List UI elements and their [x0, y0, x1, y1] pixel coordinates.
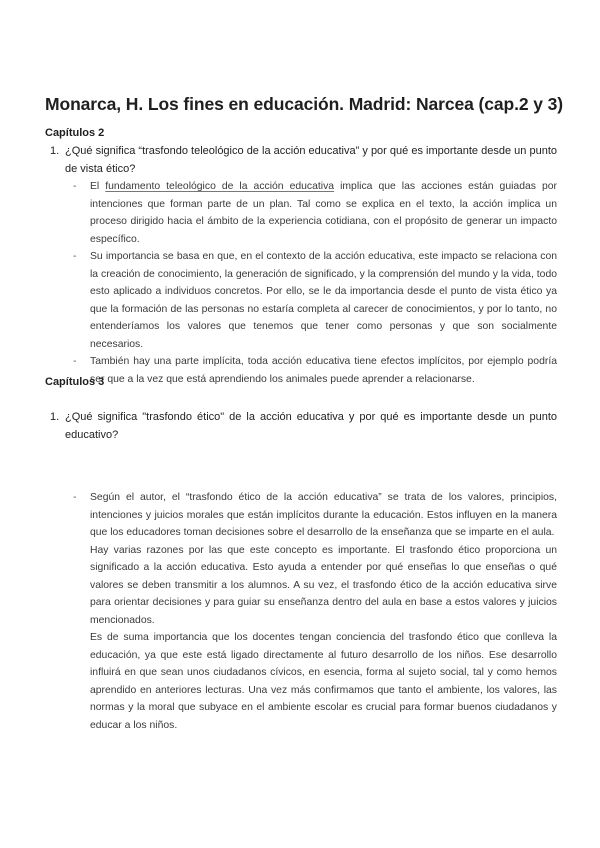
underlined-term-link[interactable]: fundamento teleológico de la acción educativa [105, 181, 335, 192]
list-item [73, 489, 557, 734]
answer-list-section-2 [73, 489, 557, 734]
list-item [73, 353, 557, 388]
paragraph: Es de suma importancia que los docentes tengan conciencia del trasfondo ético que conlleva la educación, ya que este está ligado directamente al futuro desarrollo de los niños. Ese desarrollo influirá en que sean unos ciudadanos cívicos, en esencia, forma al sujeto social, tal y como hemos aprendido en anteriores lecturas. Una vez más confirmamos que tanto el ambiente, los valores, las normas y la moral que subyace en el ambiente escolar es crucial para formar buenos ciudadanos y educar a los niños. [90, 632, 557, 731]
question-number: 1. [50, 145, 60, 157]
answer-list-section-1 [73, 178, 557, 388]
text-before-link: El [90, 181, 106, 192]
dash-bullet: - [73, 356, 77, 367]
list-item-text [90, 178, 557, 248]
question-number: 1. [50, 411, 60, 423]
question-text: ¿Qué significa "trasfondo ético" de la acción educativa y por qué es importante desde un punto educativo? [65, 411, 557, 441]
list-item-text: También hay una parte implícita, toda acción educativa tiene efectos implícitos, por ejemplo podría ser que a la vez que está aprendiendo los animales puede aprender a relacionarse. [90, 356, 557, 385]
question-text: ¿Qué significa “trasfondo teleológico de la acción educativa” y por qué es importante desde un punto de vista ético? [65, 145, 557, 175]
list-item-text: Su importancia se basa en que, en el contexto de la acción educativa, este impacto se relaciona con la creación de conocimiento, la generación de significado, y la comprensión del mundo y la vida, todo esto aplicado a individuos concretos. Por ello, se le da importancia desde el punto de vista ético ya que la formación de las personas no estaría completa al carecer de conocimientos, y por lo tanto, no entenderíamos los valores que tenemos que tener como personas y que son socialmente necesarios. [90, 251, 557, 350]
dash-bullet: - [73, 492, 77, 503]
paragraph: Hay varias razones por las que este concepto es importante. El trasfondo ético proporciona un significado a la acción educativa. Esto ayuda a entender por qué enseñas lo que enseñas o qué valores se deben transmitir a los alumnos. A su vez, el trasfondo ético de la acción educativa sirve para orientar decisiones y para guiar su enseñanza dentro del aula en base a estos valores y juicios mencionados. [90, 544, 557, 626]
dash-bullet: - [73, 181, 77, 192]
list-item [73, 178, 557, 248]
question-1-section-1 [45, 143, 557, 178]
question-1-section-2 [45, 409, 557, 444]
paragraph: Según el autor, el “trasfondo ético de la acción educativa” se trata de los valores, principios, intenciones y juicios morales que están implícitos durante la educación. Estos influyen en la manera que los educadores toman decisiones sobre el desarrollo de la enseñanza que se imparte en el aula. [90, 492, 557, 538]
list-item-text [90, 489, 557, 734]
dash-bullet: - [73, 251, 77, 262]
text-after-link: implica que las acciones están guiadas por intenciones que forman parte de un plan. Tal como se explica en el texto, la acción implica un proceso dirigido hacia el ámbito de la experiencia cotidiana, con el propósito de generar un impacto específico. [90, 181, 557, 245]
section-heading-capitulos-3: Capítulos 3 [45, 376, 105, 388]
document-title: Monarca, H. Los fines en educación. Madrid: Narcea (cap.2 y 3) [45, 94, 563, 114]
section-heading-capitulos-2: Capítulos 2 [45, 127, 105, 139]
list-item [73, 248, 557, 353]
